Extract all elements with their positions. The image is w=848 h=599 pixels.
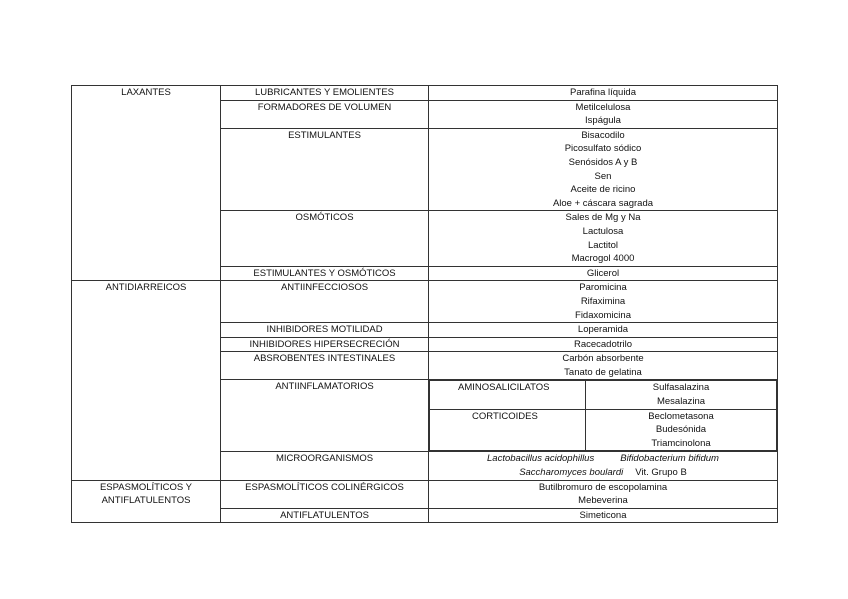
drug-name: Macrogol 4000 xyxy=(571,253,635,265)
drug-name: Picosulfato sódico xyxy=(564,143,642,155)
drug-cell xyxy=(429,323,778,338)
subgroup-row xyxy=(430,381,777,409)
drug-name: Rifaximina xyxy=(580,295,626,307)
class-label: ESTIMULANTES Y OSMÓTICOS xyxy=(253,267,396,279)
drug-cell xyxy=(586,409,777,451)
group-label: ANTIFLATULENTOS xyxy=(101,495,191,507)
drug-name: Budesónida xyxy=(655,424,707,436)
class-cell xyxy=(221,128,429,211)
class-label: ESPASMOLÍTICOS COLINÉRGICOS xyxy=(245,481,404,493)
drug-name: Mesalazina xyxy=(656,396,706,408)
group-laxantes xyxy=(72,86,221,281)
drug-name: Senósidos A y B xyxy=(568,156,638,168)
drug-cell xyxy=(586,381,777,409)
class-cell xyxy=(221,323,429,338)
class-cell xyxy=(221,380,429,452)
drug-name: Simeticona xyxy=(579,509,627,521)
subgroup-name: AMINOSALICILATOS xyxy=(458,382,550,394)
class-label: INHIBIDORES HIPERSECRECIÓN xyxy=(249,338,400,350)
drug-name: Triamcinolona xyxy=(651,437,711,449)
drug-name: Fidaxomicina xyxy=(575,309,631,321)
drug-name: Racecadotrilo xyxy=(573,338,633,350)
drug-name: Mebeverina xyxy=(578,495,628,507)
drug-name: Loperamida xyxy=(577,324,629,336)
drug-cell xyxy=(429,337,778,352)
class-cell xyxy=(221,266,429,281)
drug-name: Lactulosa xyxy=(582,225,624,237)
class-label: INHIBIDORES MOTILIDAD xyxy=(266,324,383,336)
subgroup-row xyxy=(430,409,777,451)
drug-name: Glicerol xyxy=(586,267,620,279)
drug-name: Ispágula xyxy=(585,115,621,127)
drug-name: Bisacodilo xyxy=(581,129,625,141)
drug-name: Sulfasalazina xyxy=(652,382,710,394)
subgroup-label xyxy=(430,381,586,409)
class-cell xyxy=(221,337,429,352)
subgroup-table xyxy=(429,380,777,451)
drug-name: Aloe + cáscara sagrada xyxy=(552,197,654,209)
class-label: LUBRICANTES Y EMOLIENTES xyxy=(254,87,395,98)
group-label: LAXANTES xyxy=(121,87,171,98)
drug-name: Parafina líquida xyxy=(569,87,637,98)
class-label: MICROORGANISMOS xyxy=(275,453,374,465)
drug-cell xyxy=(429,128,778,211)
drug-name: Aceite de ricino xyxy=(570,184,636,196)
drug-cell xyxy=(429,100,778,128)
organism-name: Bifidobacterium bifidum xyxy=(620,453,719,465)
subgroup-name: CORTICOIDES xyxy=(472,410,538,422)
table-row xyxy=(72,480,778,508)
class-cell xyxy=(221,508,429,523)
drug-cell xyxy=(429,452,778,480)
drug-cell xyxy=(429,86,778,101)
group-espasmoliticos xyxy=(72,480,221,523)
drug-cell xyxy=(429,281,778,323)
drug-name: Tanato de gelatina xyxy=(564,366,642,378)
organism-line xyxy=(431,466,775,480)
class-cell xyxy=(221,452,429,480)
subgroup-label xyxy=(430,409,586,451)
organism-name: Lactobacillus acidophillus xyxy=(487,453,595,465)
class-label: OSMÓTICOS xyxy=(295,212,354,224)
class-label: ABSROBENTES INTESTINALES xyxy=(253,353,396,365)
group-label: ANTIDIARREICOS xyxy=(105,282,187,294)
drug-name: Paromicina xyxy=(579,282,627,294)
class-cell xyxy=(221,480,429,508)
drug-cell xyxy=(429,508,778,523)
drug-name: Vit. Grupo B xyxy=(635,467,687,479)
table-row xyxy=(72,281,778,323)
class-cell xyxy=(221,86,429,101)
class-label: ANTIFLATULENTOS xyxy=(280,509,369,521)
drug-cell xyxy=(429,480,778,508)
subgroup-cell xyxy=(429,380,778,452)
class-label: ANTIINFLAMATORIOS xyxy=(275,381,374,393)
group-label: ESPASMOLÍTICOS Y xyxy=(99,481,193,493)
drug-name: Lactitol xyxy=(587,239,619,251)
drug-name: Sen xyxy=(594,170,612,182)
organism-line xyxy=(431,452,775,466)
drug-name: Carbón absorbente xyxy=(562,353,644,365)
group-antidiarreicos xyxy=(72,281,221,480)
table-row xyxy=(72,86,778,101)
drug-classification-table xyxy=(71,85,778,523)
drug-name: Beclometasona xyxy=(648,410,714,422)
drug-name: Butilbromuro de escopolamina xyxy=(538,481,668,493)
organism-name: Saccharomyces boulardi xyxy=(519,467,624,479)
class-label: FORMADORES DE VOLUMEN xyxy=(257,101,392,113)
drug-name: Sales de Mg y Na xyxy=(565,212,641,224)
class-cell xyxy=(221,352,429,380)
class-label: ESTIMULANTES xyxy=(288,129,361,141)
class-cell xyxy=(221,100,429,128)
drug-name: Metilcelulosa xyxy=(575,101,631,113)
class-cell xyxy=(221,281,429,323)
drug-cell xyxy=(429,211,778,266)
class-label: ANTIINFECCIOSOS xyxy=(280,282,369,294)
class-cell xyxy=(221,211,429,266)
drug-cell xyxy=(429,266,778,281)
drug-cell xyxy=(429,352,778,380)
